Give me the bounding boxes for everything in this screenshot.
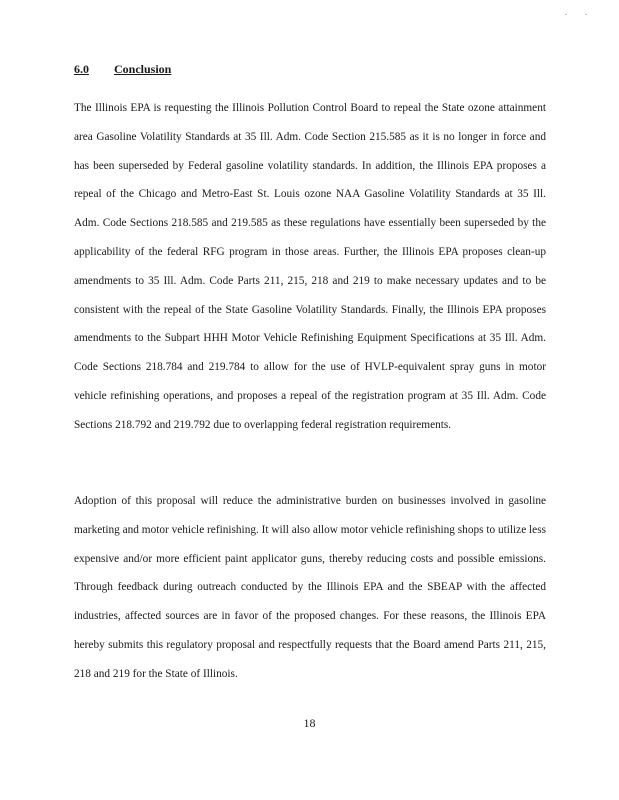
section-heading: [74, 62, 171, 77]
paragraph: Adoption of this proposal will reduce the administrative burden on businesses involved in gasoline marketing and motor vehicle refinishing. It will also allow motor vehicle refinishing shops to utilize less expensive and/or more efficient paint applicator guns, thereby reducing costs and possible emissions. Through feedback during outreach conducted by the Illinois EPA and the SBEAP with the affected industries, affected sources are in favor of the proposed changes. For these reasons, the Illinois EPA hereby submits this regulatory proposal and respectfully requests that the Board amend Parts 211, 215, 218 and 219 for the State of Illinois.: [74, 495, 546, 680]
paragraph: The Illinois EPA is requesting the Illinois Pollution Control Board to repeal the State ozone attainment area Gasoline Volatility Standards at 35 Ill. Adm. Code Section 215.585 as it is no longer in force and has been superseded by Federal gasoline volatility standards. In addition, the Illinois EPA proposes a repeal of the Chicago and Metro-East St. Louis ozone NAA Gasoline Volatility Standards at 35 Ill. Adm. Code Sections 218.585 and 219.585 as these regulations have essentially been superseded by the applicability of the federal RFG program in those areas. Further, the Illinois EPA proposes clean-up amendments to 35 Ill. Adm. Code Parts 211, 215, 218 and 219 to make necessary updates and to be consistent with the repeal of the State Gasoline Volatility Standards. Finally, the Illinois EPA proposes amendments to the Subpart HHH Motor Vehicle Refinishing Equipment Specifications at 35 Ill. Adm. Code Sections 218.784 and 219.784 to allow for the use of HVLP-equivalent spray guns in motor vehicle refinishing operations, and proposes a repeal of the registration program at 35 Ill. Adm. Code Sections 218.792 and 219.792 due to overlapping federal registration requirements.: [74, 102, 546, 431]
section-title: Conclusion: [114, 62, 172, 76]
corner-mark: . .: [565, 8, 595, 17]
page-number: 18: [303, 716, 316, 730]
section-number: 6.0: [74, 62, 89, 76]
